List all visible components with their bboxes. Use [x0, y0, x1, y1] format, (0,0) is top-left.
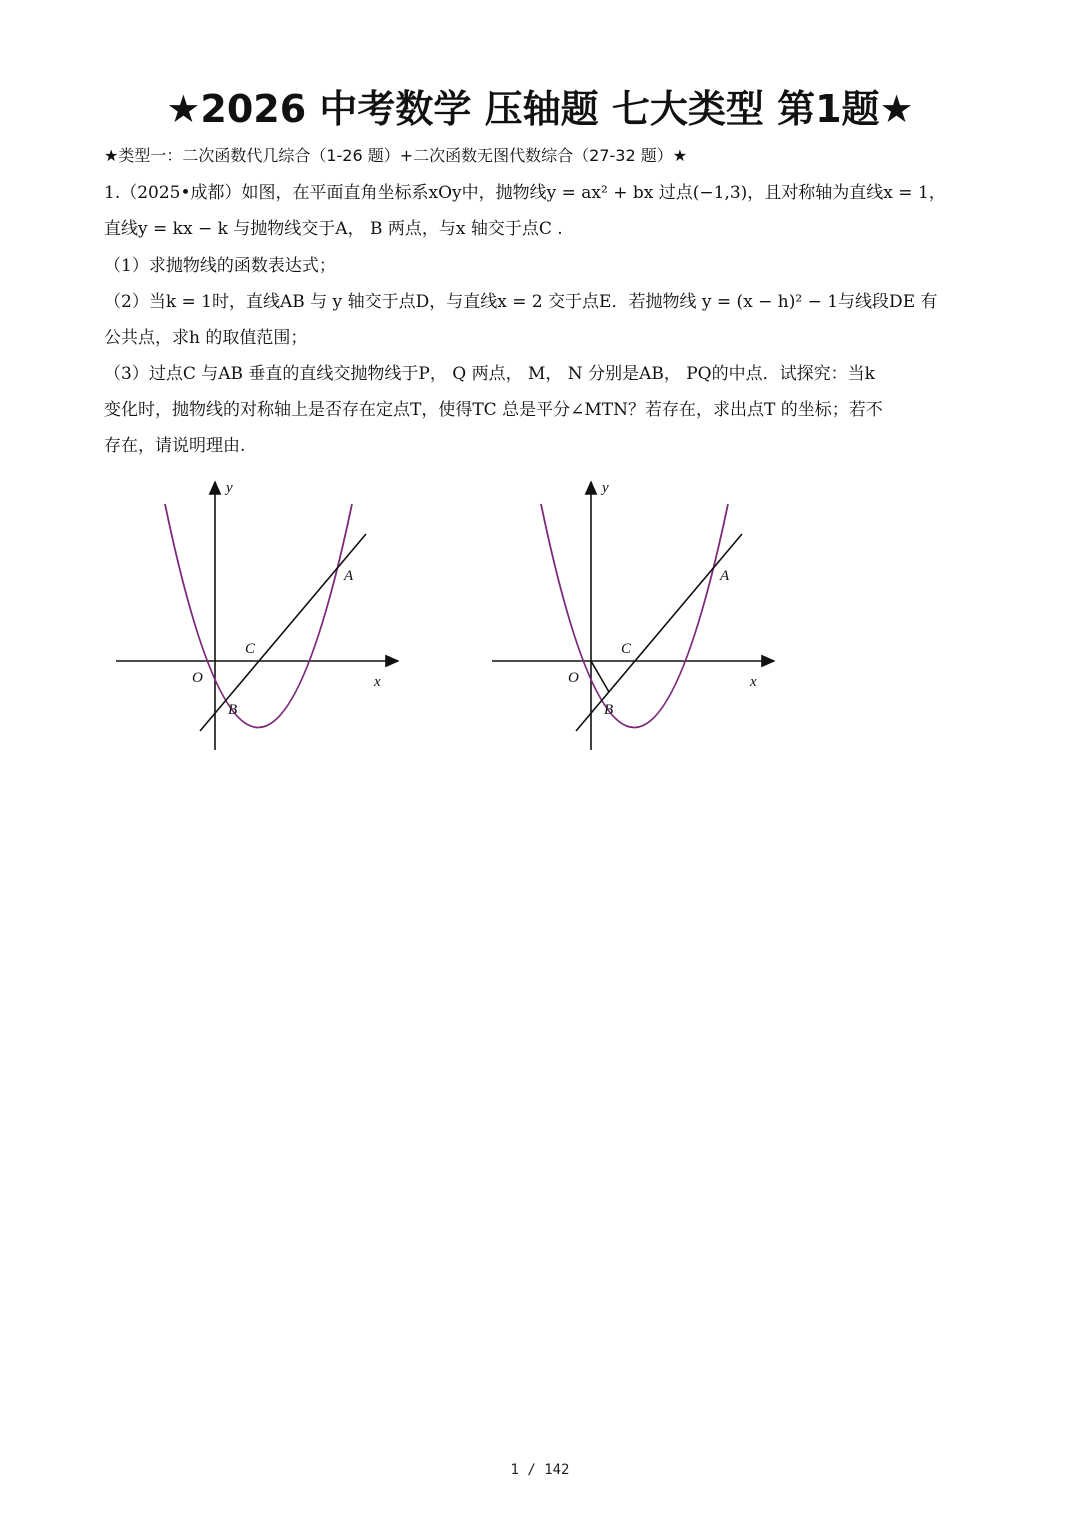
x-axis-label: x: [374, 674, 381, 690]
question-part-1: （1）求抛物线的函数表达式；: [104, 256, 336, 276]
point-a-label: A: [344, 568, 354, 584]
figure-2: [486, 476, 786, 760]
question-part-3-line-3: 存在，请说明理由.: [104, 436, 246, 456]
origin-label: O: [568, 670, 579, 686]
parabola-curve: [541, 504, 728, 728]
point-b-label: B: [228, 702, 238, 718]
point-c-label: C: [245, 641, 256, 657]
point-a-label: A: [720, 568, 730, 584]
category-subtitle: ★类型一：二次函数代几综合（1-26 题）+二次函数无图代数综合（27-32 题）★: [104, 146, 688, 165]
point-b-label: B: [604, 702, 614, 718]
question-part-2-line-1: （2）当k = 1时，直线AB 与 y 轴交于点D，与直线x = 2 交于点E．若抛物线 y = (x − h)² − 1与线段DE 有: [104, 292, 938, 312]
point-c-label: C: [621, 641, 632, 657]
line-ab: [200, 534, 366, 731]
line-ab: [576, 534, 742, 731]
segment-o-to-b: [591, 661, 609, 692]
y-axis-label: y: [602, 480, 609, 496]
question-part-3-line-1: （3）过点C 与AB 垂直的直线交抛物线于P， Q 两点， M， N 分别是AB， PQ的中点．试探究：当k: [104, 364, 875, 384]
figure-1-graph: [110, 476, 410, 756]
segment-o-to-a: [591, 571, 710, 661]
parabola-curve: [165, 504, 352, 728]
problem-line-2: 直线y = kx − k 与抛物线交于A， B 两点，与x 轴交于点C .: [104, 219, 563, 239]
figure-2-graph: [486, 476, 786, 756]
x-axis-label: x: [750, 674, 757, 690]
y-axis-label: y: [226, 480, 233, 496]
figure-1: [110, 476, 410, 760]
question-part-3-line-2: 变化时，抛物线的对称轴上是否存在定点T，使得TC 总是平分∠MTN？若存在，求出点T 的坐标；若不: [104, 400, 883, 420]
problem-line-1: 1.（2025•成都）如图，在平面直角坐标系xOy中，抛物线y = ax² + bx 过点(−1,3)，且对称轴为直线x = 1，: [104, 183, 946, 203]
page-title: ★2026 中考数学 压轴题 七大类型 第1题★: [166, 87, 914, 131]
page-number: 1 / 142: [510, 1462, 570, 1478]
question-part-2-line-2: 公共点，求h 的取值范围；: [104, 328, 308, 348]
origin-label: O: [192, 670, 203, 686]
